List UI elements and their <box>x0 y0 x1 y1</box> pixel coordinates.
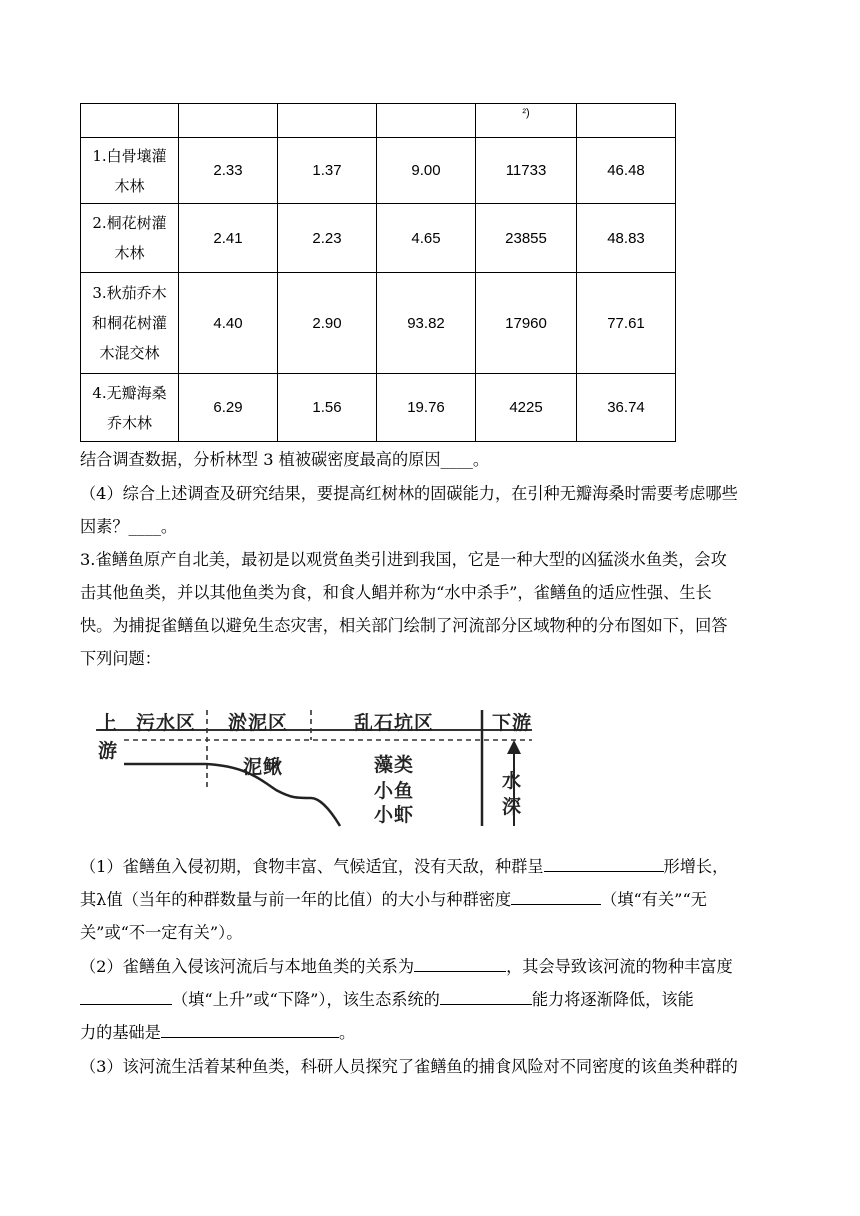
question-3-intro: 3.雀鳝鱼原产自北美，最初是以观赏鱼类引进到我国，它是一种大型的凶猛淡水鱼类，会攻 击其他鱼类，并以其他鱼类为食，和食人鲳并称为“水中杀手”，雀鳝鱼的适应性强、生长 快。为捕捉雀鳝鱼以避免生态灾害，相关部门绘制了河流部分区域物种的分布图如下，回答 下列问题： <box>80 550 728 668</box>
question-4: （4）综合上述调查及研究结果，要提高红树林的固碳能力，在引种无瓣海桑时需要考虑哪些 因素？____。 <box>80 484 738 536</box>
answer-blank[interactable] <box>544 870 664 872</box>
sub-question-3: （3）该河流生活着某种鱼类，科研人员探究了雀鳝鱼的捕食风险对不同密度的该鱼类种群的 <box>80 1057 738 1076</box>
value-cell: 2.23 <box>278 204 377 273</box>
forest-type-cell: 1.白骨壤灌 木林 <box>81 138 179 204</box>
small-fish-label: 小鱼 <box>374 780 415 802</box>
answer-blank[interactable] <box>161 1036 339 1038</box>
value-cell: 48.83 <box>577 204 676 273</box>
value-cell: 93.82 <box>377 273 476 374</box>
value-cell: 19.76 <box>377 374 476 442</box>
value-cell: 11733 <box>476 138 577 204</box>
value-cell: 23855 <box>476 204 577 273</box>
loach-label: 泥鳅 <box>243 756 284 778</box>
value-cell: 2.90 <box>278 273 377 374</box>
algae-label: 藻类 <box>374 754 415 776</box>
downstream-label: 下游 <box>492 712 533 734</box>
value-cell: 9.00 <box>377 138 476 204</box>
value-cell: 36.74 <box>577 374 676 442</box>
value-cell: 6.29 <box>179 374 278 442</box>
answer-blank[interactable] <box>414 970 506 972</box>
table-row <box>81 138 676 204</box>
rock-zone-label: 乱石坑区 <box>354 712 435 734</box>
sewage-zone-label: 污水区 <box>136 712 197 734</box>
table-row <box>81 374 676 442</box>
carbon-density-table <box>80 103 676 442</box>
depth-label: 深 <box>502 796 523 818</box>
sub-question-1: （1）雀鳝鱼入侵初期，食物丰富、气候适宜，没有天敌，种群呈 形增长， 其λ值（当年的种群数量与前一年的比值）的大小与种群密度 （填“有关”“无 关”或“不一定有关”）。 <box>80 857 729 942</box>
value-cell: 1.37 <box>278 138 377 204</box>
value-cell: 17960 <box>476 273 577 374</box>
value-cell: 4225 <box>476 374 577 442</box>
answer-blank[interactable] <box>511 903 601 905</box>
value-cell: 46.48 <box>577 138 676 204</box>
table-row <box>81 273 676 374</box>
depth-label: 水 <box>502 770 523 792</box>
forest-type-cell: 3.秋茄乔木 和桐花树灌 木混交林 <box>81 273 179 374</box>
value-cell: 77.61 <box>577 273 676 374</box>
upstream-label: 游 <box>98 740 119 762</box>
river-distribution-diagram <box>96 700 532 838</box>
value-cell: 2.41 <box>179 204 278 273</box>
table-row <box>81 204 676 273</box>
analysis-paragraph: 结合调查数据，分析林型 3 植被碳密度最高的原因____。 <box>80 450 490 469</box>
value-cell: 4.40 <box>179 273 278 374</box>
upstream-label: 上 <box>98 712 119 734</box>
forest-type-cell: 4.无瓣海桑 乔木林 <box>81 374 179 442</box>
forest-type-cell: 2.桐花树灌 木林 <box>81 204 179 273</box>
value-cell: 1.56 <box>278 374 377 442</box>
value-cell: 4.65 <box>377 204 476 273</box>
table-header-row <box>81 104 676 138</box>
small-shrimp-label: 小虾 <box>374 804 415 826</box>
answer-blank[interactable] <box>80 1003 172 1005</box>
sub-question-2: （2）雀鳝鱼入侵该河流后与本地鱼类的关系为 ，其会导致该河流的物种丰富度 （填“上升”或“下降”），该生态系统的 能力将逐渐降低，该能 力的基础是 。 <box>80 957 733 1042</box>
header-cell-fragment: ²) <box>476 104 577 138</box>
silt-zone-label: 淤泥区 <box>228 712 289 734</box>
answer-blank[interactable] <box>440 1003 532 1005</box>
value-cell: 2.33 <box>179 138 278 204</box>
